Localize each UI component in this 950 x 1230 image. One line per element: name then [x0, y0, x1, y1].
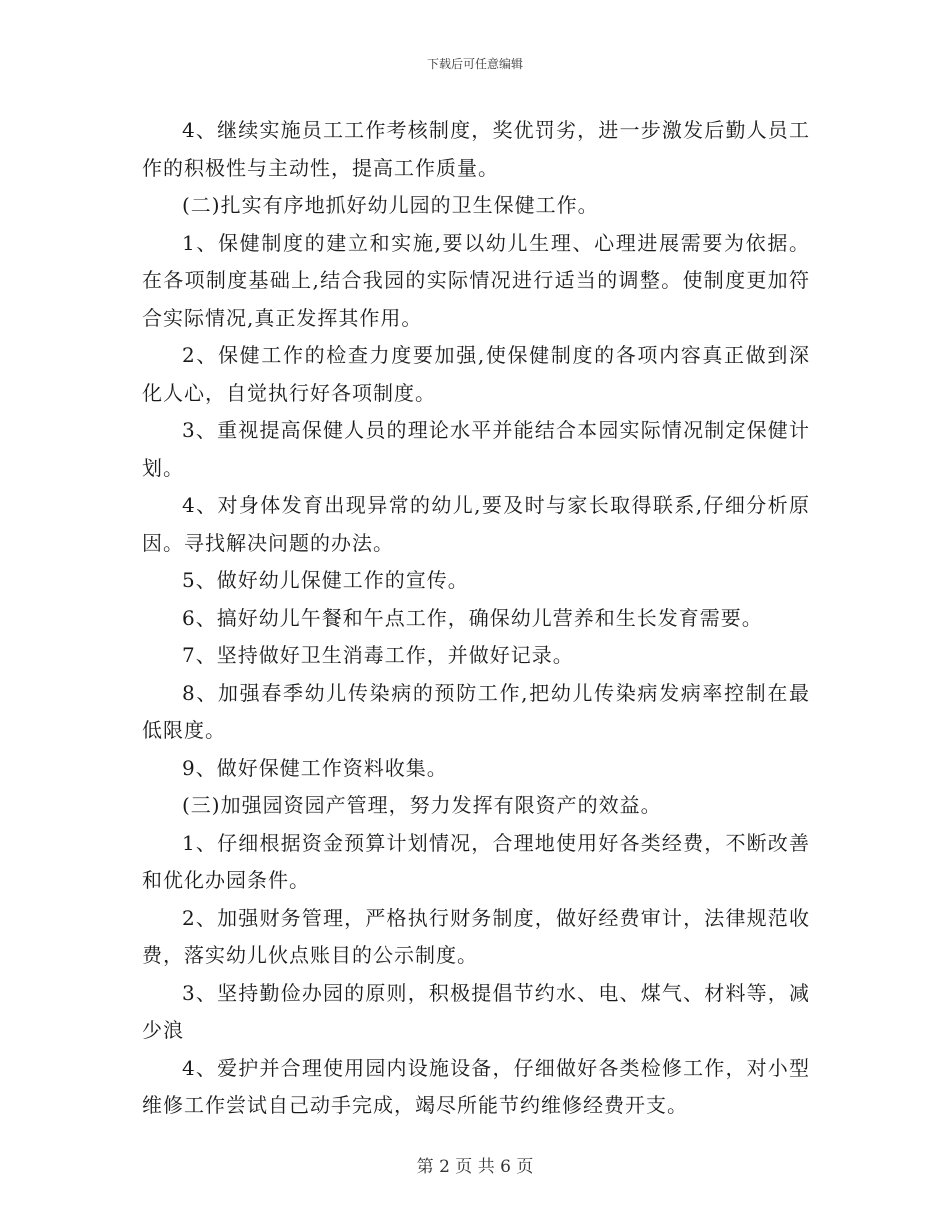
- paragraph: 2、保健工作的检查力度要加强,使保健制度的各项内容真正做到深化人心，自觉执行好各项制度。: [142, 343, 810, 405]
- section-heading: (二)扎实有序地抓好幼儿园的卫生保健工作。: [182, 193, 599, 217]
- paragraph: 8、加强春季幼儿传染病的预防工作,把幼儿传染病发病率控制在最低限度。: [142, 680, 810, 742]
- page-number: 第 2 页 共 6 页: [416, 1157, 534, 1177]
- paragraph: 1、保健制度的建立和实施,要以幼儿生理、心理进展需要为依据。在各项制度基础上,结合我园的实际情况进行适当的调整。使制度更加符合实际情况,真正发挥其作用。: [142, 230, 810, 330]
- section-heading: (三)加强园资园产管理，努力发挥有限资产的效益。: [182, 793, 662, 817]
- paragraph: 4、对身体发育出现异常的幼儿,要及时与家长取得联系,仔细分析原因。寻找解决问题的办法。: [142, 493, 810, 555]
- paragraph: 7、坚持做好卫生消毒工作，并做好记录。: [182, 643, 574, 667]
- paragraph: 6、搞好幼儿午餐和午点工作，确保幼儿营养和生长发育需要。: [182, 605, 763, 630]
- paragraph: 3、重视提高保健人员的理论水平并能结合本园实际情况制定保健计划。: [142, 418, 810, 480]
- paragraph: 4、继续实施员工工作考核制度，奖优罚劣，进一步激发后勤人员工作的积极性与主动性，提高工作质量。: [142, 118, 810, 180]
- paragraph: 9、做好保健工作资料收集。: [182, 755, 448, 780]
- paragraph: 2、加强财务管理，严格执行财务制度，做好经费审计，法律规范收费，落实幼儿伙点账目的公示制度。: [142, 905, 810, 967]
- paragraph: 1、仔细根据资金预算计划情况，合理地使用好各类经费，不断改善和优化办园条件。: [142, 830, 810, 892]
- page-header: 下载后可任意编辑: [426, 57, 523, 71]
- document-body: [142, 112, 810, 1125]
- paragraph: 5、做好幼儿保健工作的宣传。: [182, 568, 469, 592]
- paragraph: 4、爱护并合理使用园内设施设备，仔细做好各类检修工作，对小型维修工作尝试自己动手完成，竭尽所能节约维修经费开支。: [142, 1055, 810, 1117]
- paragraph: 3、坚持勤俭办园的原则，积极提倡节约水、电、煤气、材料等，减少浪: [142, 980, 810, 1042]
